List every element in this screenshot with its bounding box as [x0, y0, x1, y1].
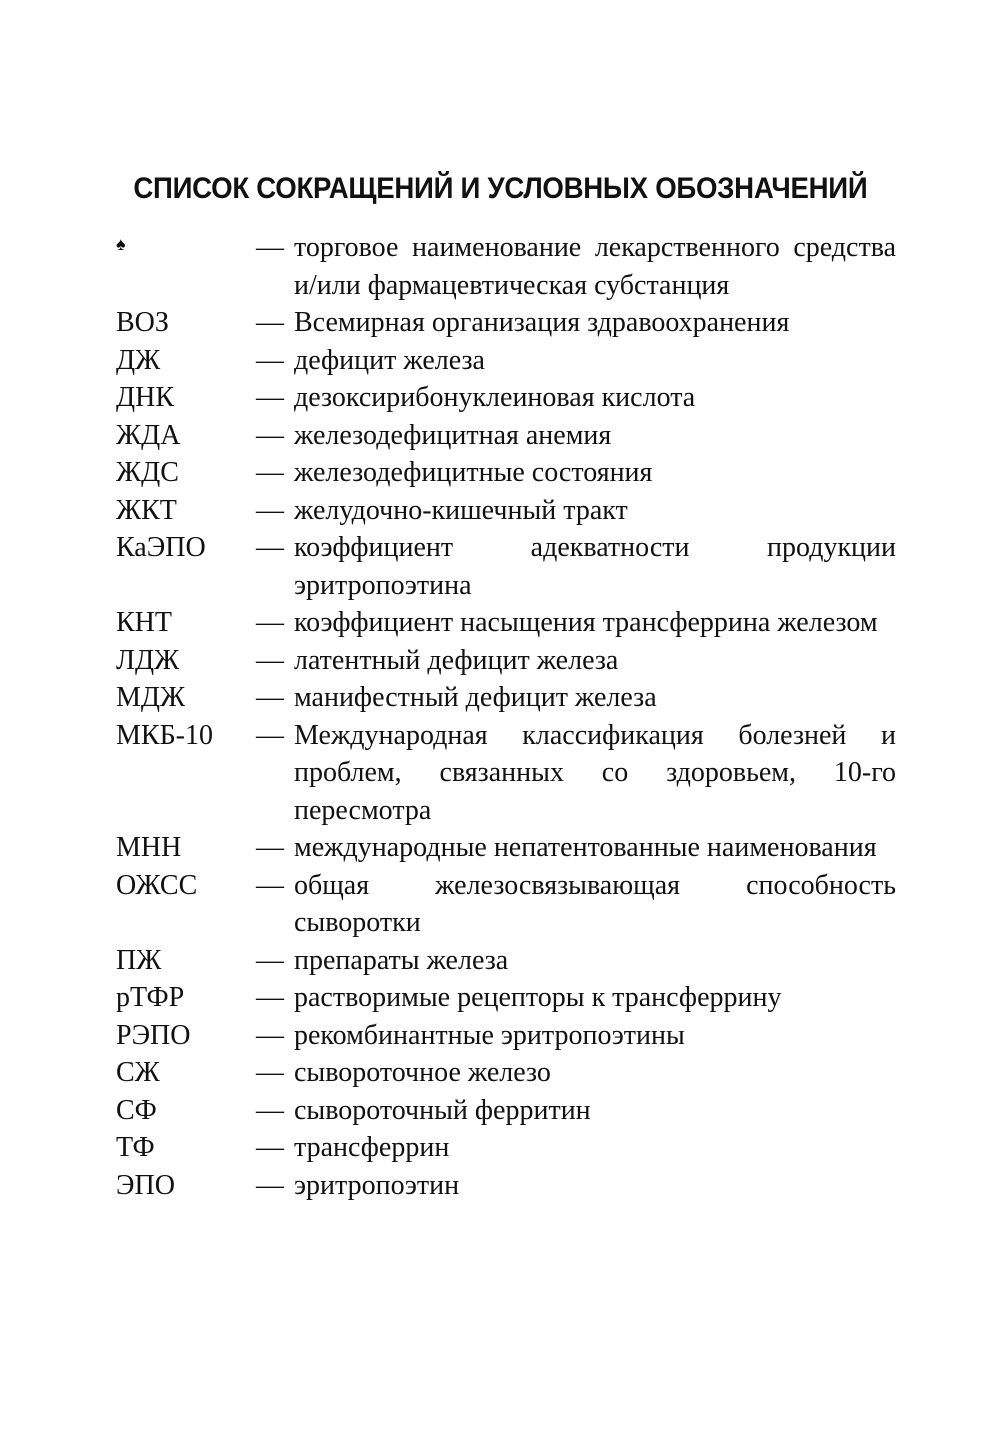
abbreviation-term: ЖКТ	[116, 494, 177, 526]
dash-separator: —	[256, 419, 284, 451]
abbreviation-definition: коэффициент насыщения трансферрина железом	[294, 607, 878, 638]
list-item	[116, 942, 896, 980]
abbreviation-term: КаЭПО	[116, 532, 206, 563]
abbreviation-definition: железодефицитная анемия	[294, 419, 612, 451]
list-item	[116, 1017, 896, 1055]
dash-separator: —	[256, 1057, 284, 1088]
list-item	[116, 529, 896, 604]
dash-separator: —	[256, 719, 284, 751]
abbreviation-definition: дезоксирибонуклеиновая кислота	[294, 382, 696, 413]
abbreviation-definition: Международная классификация болезней и проблем, связанных со здоровьем, 10-го пересмотра	[294, 719, 896, 826]
abbreviation-definition: рекомбинантные эритропоэтины	[294, 1019, 685, 1051]
list-item	[116, 1092, 896, 1130]
dash-separator: —	[256, 344, 284, 376]
dash-separator: —	[256, 944, 284, 976]
abbreviation-term: ПЖ	[116, 944, 162, 976]
dash-separator: —	[256, 457, 284, 488]
abbreviation-list	[116, 229, 896, 1204]
dash-separator: —	[256, 382, 284, 413]
dash-separator: —	[256, 532, 284, 563]
abbreviation-term: ТФ	[116, 1132, 155, 1163]
list-item	[116, 679, 896, 717]
abbreviation-definition: манифестный дефицит железа	[294, 682, 657, 713]
dash-separator: —	[256, 644, 284, 676]
list-item	[116, 1129, 896, 1167]
abbreviation-term: ДНК	[116, 382, 174, 413]
list-item	[116, 1167, 896, 1205]
abbreviation-definition: латентный дефицит железа	[294, 644, 619, 676]
abbreviation-definition: препараты железа	[294, 944, 509, 976]
abbreviation-term: РЭПО	[116, 1019, 191, 1051]
abbreviation-definition: международные непатентованные наименования	[294, 832, 877, 863]
list-item	[116, 979, 896, 1017]
abbreviation-definition: растворимые рецепторы к трансферрину	[294, 982, 782, 1013]
abbreviation-definition: общая железосвязывающая способность сыворотки	[294, 869, 896, 938]
abbreviation-term: МНН	[116, 832, 182, 863]
abbreviation-definition: трансферрин	[294, 1132, 450, 1163]
dash-separator: —	[256, 682, 284, 713]
abbreviation-term: ОЖСС	[116, 869, 198, 901]
dash-separator: —	[256, 1094, 284, 1126]
list-item	[116, 417, 896, 455]
page-title: СПИСОК СОКРАЩЕНИЙ И УСЛОВНЫХ ОБОЗНАЧЕНИЙ	[133, 172, 868, 206]
abbreviation-definition: эритропоэтин	[294, 1169, 460, 1201]
list-item	[116, 492, 896, 530]
list-item	[116, 304, 896, 342]
dash-separator: —	[256, 232, 284, 263]
abbreviation-definition: Всемирная организация здравоохранения	[294, 307, 790, 338]
list-item	[116, 342, 896, 380]
abbreviation-term: ЖДС	[116, 457, 179, 488]
list-item	[116, 229, 896, 304]
abbreviation-definition: сывороточное железо	[294, 1057, 551, 1088]
abbreviation-term: ВОЗ	[116, 307, 169, 338]
abbreviation-term: ♠	[116, 234, 126, 254]
list-item	[116, 717, 896, 830]
abbreviation-term: МДЖ	[116, 682, 186, 713]
abbreviation-term: ЛДЖ	[116, 644, 180, 676]
abbreviation-term: ДЖ	[116, 344, 161, 376]
list-item	[116, 642, 896, 680]
abbreviation-definition: коэффициент адекватности продукции эритропоэтина	[294, 532, 896, 601]
abbreviation-term: ЭПО	[116, 1169, 175, 1201]
abbreviation-definition: сывороточный ферритин	[294, 1094, 591, 1126]
dash-separator: —	[256, 982, 284, 1013]
list-item	[116, 829, 896, 867]
dash-separator: —	[256, 832, 284, 863]
abbreviation-definition: железодефицитные состояния	[294, 457, 653, 488]
list-item	[116, 1054, 896, 1092]
list-item	[116, 867, 896, 942]
dash-separator: —	[256, 607, 284, 638]
dash-separator: —	[256, 1169, 284, 1201]
abbreviation-term: КНТ	[116, 607, 172, 638]
dash-separator: —	[256, 1132, 284, 1163]
abbreviation-definition: торговое наименование лекарственного средства и/или фармацевтическая субстанция	[294, 232, 896, 301]
dash-separator: —	[256, 1019, 284, 1051]
list-item	[116, 454, 896, 492]
abbreviation-definition: дефицит железа	[294, 344, 485, 376]
abbreviation-term: МКБ-10	[116, 719, 213, 751]
dash-separator: —	[256, 307, 284, 338]
list-item	[116, 379, 896, 417]
dash-separator: —	[256, 869, 284, 901]
list-item	[116, 604, 896, 642]
abbreviation-term: СЖ	[116, 1057, 160, 1088]
abbreviation-term: СФ	[116, 1094, 157, 1126]
abbreviation-term: ЖДА	[116, 419, 181, 451]
dash-separator: —	[256, 494, 284, 526]
abbreviation-term: рТФР	[116, 982, 185, 1013]
abbreviation-definition: желудочно-кишечный тракт	[294, 494, 628, 526]
